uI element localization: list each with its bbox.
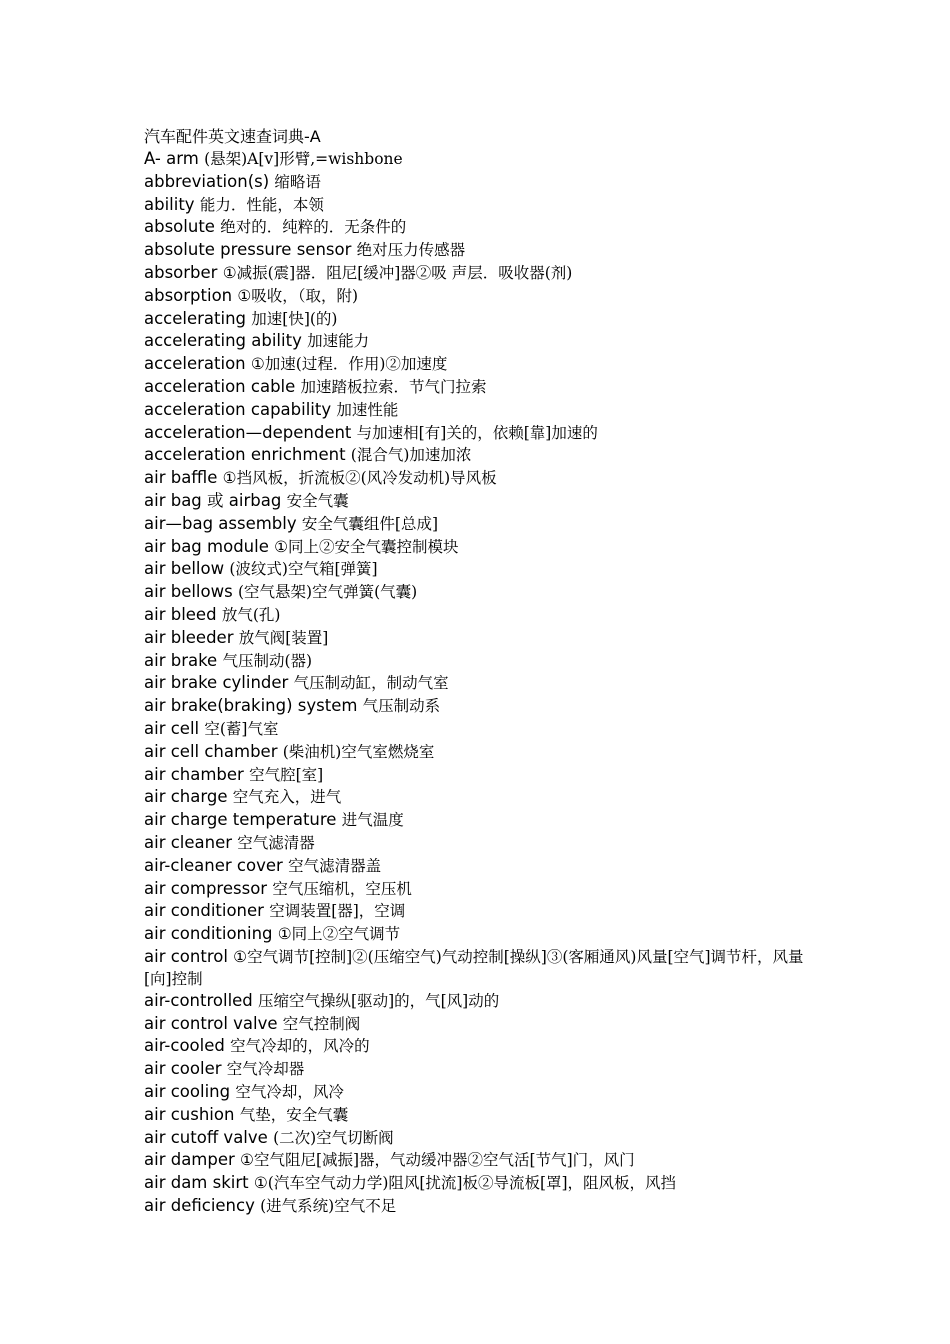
- entry-term: acceleration enrichment: [144, 445, 346, 465]
- glossary-entry: [144, 558, 814, 581]
- entry-definition: 加速[快](的): [251, 309, 338, 328]
- entry-definition: 压缩空气操纵[驱动]的，气[风]动的: [258, 991, 500, 1010]
- entry-definition: (悬架)A[v]形臂,=wishbone: [204, 150, 403, 168]
- glossary-entry: [144, 490, 814, 513]
- entry-definition: 加速性能: [336, 400, 399, 419]
- entry-term: air-controlled: [144, 990, 253, 1010]
- entry-term: absorption: [144, 285, 233, 305]
- entry-term: air conditioning: [144, 924, 273, 944]
- entry-definition: 气垫，安全气囊: [239, 1105, 349, 1124]
- entry-definition: ①加速(过程．作用)②加速度: [250, 355, 448, 374]
- glossary-entry: [144, 1127, 814, 1150]
- glossary-entry: [144, 216, 814, 239]
- glossary-entry: [144, 1013, 814, 1036]
- glossary-entry: [144, 946, 814, 990]
- entry-term: absolute: [144, 217, 215, 237]
- glossary-entry: [144, 718, 814, 741]
- glossary-entry: [144, 627, 814, 650]
- entry-definition: 进气温度: [341, 811, 404, 830]
- entry-definition: 气压制动缸，制动气室: [293, 674, 449, 693]
- glossary-entry: [144, 353, 814, 376]
- entry-definition: (进气系统)空气不足: [260, 1197, 397, 1216]
- entry-definition: 空气滤清器: [237, 833, 315, 852]
- entry-definition: 空气控制阀: [282, 1014, 361, 1033]
- entry-term: accelerating ability: [144, 331, 302, 351]
- document-title: 汽车配件英文速查词典-A: [144, 127, 321, 146]
- entry-term: air cooling: [144, 1082, 231, 1102]
- glossary-entry: [144, 194, 814, 217]
- entry-definition: 加速踏板拉索．节气门拉索: [300, 377, 487, 396]
- glossary-list: [144, 148, 814, 1218]
- glossary-entry: [144, 513, 814, 536]
- glossary-entry: [144, 650, 814, 673]
- glossary-entry: [144, 581, 814, 604]
- glossary-entry: [144, 330, 814, 353]
- entry-term: acceleration—dependent: [144, 422, 352, 442]
- entry-term: air bag module: [144, 536, 269, 556]
- entry-definition: 空(蓄]气室: [204, 719, 279, 738]
- entry-term: absolute pressure sensor: [144, 240, 352, 260]
- glossary-entry: [144, 444, 814, 467]
- glossary-entry: [144, 1035, 814, 1058]
- entry-term: air cleaner: [144, 832, 233, 852]
- entry-term: air cell chamber: [144, 741, 278, 761]
- entry-definition: ①挡风板，折流板②(风冷发动机)导风板: [222, 469, 497, 488]
- glossary-entry: [144, 923, 814, 946]
- entry-term: air bleeder: [144, 627, 234, 647]
- glossary-entry: [144, 467, 814, 490]
- entry-term: absorber: [144, 262, 218, 282]
- glossary-entry: [144, 672, 814, 695]
- glossary-entry: [144, 1058, 814, 1081]
- entry-definition: 放气阀[装置]: [238, 628, 329, 647]
- glossary-entry: [144, 239, 814, 262]
- entry-definition: ①(汽车空气动力学)阻风[扰流]板②导流板[罩]，阻风板，风挡: [253, 1174, 677, 1193]
- entry-definition: ①吸收，（取，附): [237, 286, 359, 305]
- entry-definition: 与加速相[有]关的，依赖[靠]加速的: [356, 423, 598, 442]
- entry-term: air bleed: [144, 604, 217, 624]
- entry-term: air-cooled: [144, 1036, 225, 1056]
- entry-definition: 空气腔[室]: [249, 765, 324, 784]
- entry-definition: 加速能力: [307, 332, 370, 351]
- entry-term: air cutoff valve: [144, 1127, 268, 1147]
- entry-definition: 缩略语: [274, 172, 321, 191]
- entry-definition: (空气悬架)空气弹簧(气囊): [237, 583, 418, 602]
- glossary-entry: [144, 399, 814, 422]
- glossary-entry: [144, 604, 814, 627]
- glossary-entry: [144, 262, 814, 285]
- entry-term: air cushion: [144, 1104, 235, 1124]
- entry-definition: 空气冷却，风冷: [235, 1083, 344, 1102]
- entry-definition: 空气冷却的，风冷的: [230, 1037, 370, 1056]
- entry-definition: 气压制动系: [362, 697, 441, 716]
- glossary-entry: [144, 1195, 814, 1218]
- entry-term: air damper: [144, 1150, 235, 1170]
- entry-definition: (二次)空气切断阀: [273, 1128, 394, 1147]
- entry-definition: 安全气囊: [286, 491, 349, 510]
- entry-definition: 放气(孔): [221, 605, 281, 624]
- entry-definition: 能力．性能，本领: [199, 195, 324, 214]
- entry-definition: 空气充入，进气: [232, 788, 342, 807]
- entry-definition: 空气滤清器盖: [288, 856, 382, 875]
- entry-term: air baffle: [144, 468, 218, 488]
- entry-term: air charge: [144, 787, 228, 807]
- glossary-entry: [144, 148, 814, 171]
- glossary-entry: [144, 1081, 814, 1104]
- glossary-entry: [144, 1104, 814, 1127]
- entry-term: acceleration: [144, 354, 246, 374]
- entry-term: air chamber: [144, 764, 244, 784]
- glossary-entry: [144, 376, 814, 399]
- entry-term: air control valve: [144, 1013, 278, 1033]
- entry-term: air conditioner: [144, 901, 264, 921]
- entry-definition: (混合气)加速加浓: [350, 446, 472, 465]
- entry-definition: 绝对的．纯粹的．无条件的: [220, 218, 407, 237]
- entry-term: abbreviation(s): [144, 171, 270, 191]
- glossary-entry: [144, 855, 814, 878]
- glossary-entry: [144, 171, 814, 194]
- entry-term: air deficiency: [144, 1196, 255, 1216]
- entry-term: A- arm: [144, 149, 199, 168]
- glossary-entry: [144, 764, 814, 787]
- document-page: [144, 127, 814, 1218]
- entry-term: air charge temperature: [144, 810, 337, 830]
- entry-term: air dam skirt: [144, 1173, 249, 1193]
- entry-definition: ①同上②空气调节: [277, 925, 401, 944]
- entry-term: air-cleaner cover: [144, 855, 283, 875]
- entry-term: air bellow: [144, 559, 225, 579]
- entry-term: air bellows: [144, 582, 233, 602]
- entry-definition: 绝对压力传感器: [356, 241, 466, 260]
- entry-term: acceleration capability: [144, 399, 332, 419]
- entry-term: acceleration cable: [144, 376, 296, 396]
- entry-term: air brake: [144, 650, 218, 670]
- glossary-entry: [144, 741, 814, 764]
- entry-term: air—bag assembly: [144, 513, 297, 533]
- glossary-entry: [144, 308, 814, 331]
- entry-term: air cooler: [144, 1059, 222, 1079]
- entry-definition: ①减振(震]器．阻尼[缓冲]器②吸 声层．吸收器(剂): [222, 263, 573, 282]
- entry-definition: 气压制动(器): [222, 651, 313, 670]
- entry-term: air control: [144, 946, 228, 966]
- glossary-entry: [144, 878, 814, 901]
- entry-definition: ①空气调节[控制]②(压缩空气)气动控制[操纵]③(客厢通风)风量[空气]调节杆，风量[向]控制: [144, 947, 804, 988]
- glossary-entry: [144, 809, 814, 832]
- entry-definition: 安全气囊组件[总成]: [301, 514, 438, 533]
- entry-definition: 空气压缩机，空压机: [272, 879, 412, 898]
- glossary-entry: [144, 1172, 814, 1195]
- glossary-entry: [144, 695, 814, 718]
- entry-definition: 空气冷却器: [226, 1060, 305, 1079]
- entry-term: air compressor: [144, 878, 268, 898]
- entry-term: ability: [144, 194, 195, 214]
- entry-definition: 空调装置[器]，空调: [269, 902, 406, 921]
- glossary-entry: [144, 285, 814, 308]
- entry-definition: ①同上②安全气囊控制模块: [274, 537, 459, 556]
- entry-term: air brake cylinder: [144, 673, 289, 693]
- entry-definition: ①空气阻尼[减振]器，气动缓冲器②空气活[节气]门，风门: [240, 1151, 635, 1170]
- entry-term: accelerating: [144, 308, 247, 328]
- glossary-entry: [144, 1149, 814, 1172]
- glossary-entry: [144, 536, 814, 559]
- glossary-entry: [144, 900, 814, 923]
- entry-term: air bag 或 airbag: [144, 490, 282, 510]
- glossary-entry: [144, 832, 814, 855]
- entry-term: air brake(braking) system: [144, 696, 358, 716]
- glossary-entry: [144, 990, 814, 1013]
- glossary-entry: [144, 422, 814, 445]
- glossary-entry: [144, 786, 814, 809]
- entry-definition: (波纹式)空气箱[弹簧]: [229, 560, 378, 579]
- entry-term: air cell: [144, 718, 200, 738]
- entry-definition: (柴油机)空气室燃烧室: [282, 742, 435, 761]
